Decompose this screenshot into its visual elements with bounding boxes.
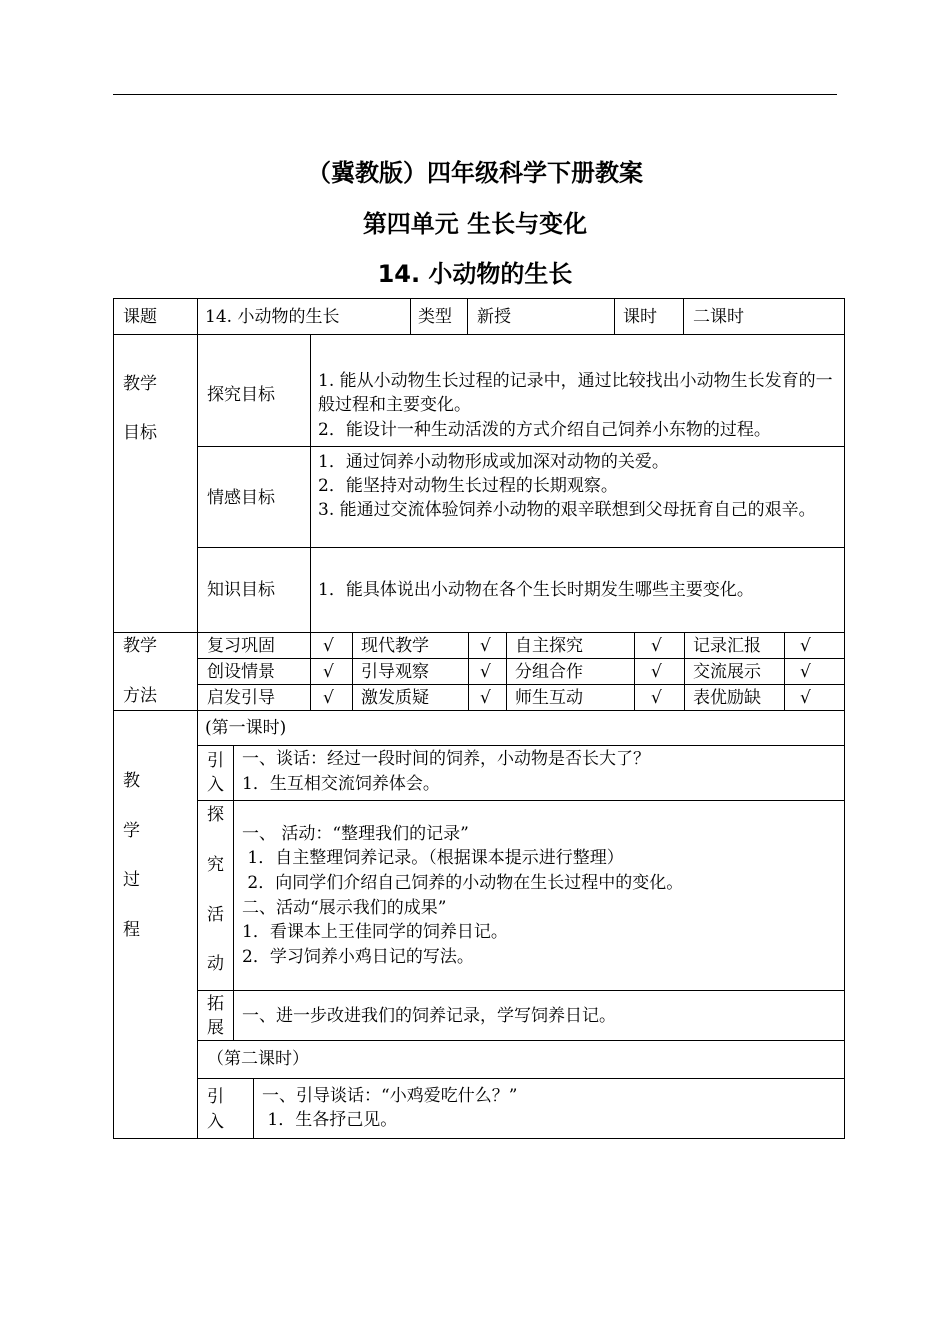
emotion-goal-3: 3. 能通过交流体验饲养小动物的艰辛联想到父母抚育自己的艰辛。	[318, 500, 816, 520]
method-item: 现代教学	[361, 636, 429, 656]
method-check: √	[480, 688, 491, 708]
explore-label-char: 动	[207, 954, 224, 974]
hours-value: 二课时	[693, 307, 744, 327]
method-check: √	[323, 662, 334, 682]
extend-label-char: 展	[207, 1018, 224, 1038]
knowledge-goal-label: 知识目标	[207, 580, 275, 600]
method-item: 交流展示	[693, 662, 761, 682]
explore-activity-line: 二、活动“展示我们的成果”	[242, 898, 447, 918]
emotion-goal-label: 情感目标	[207, 488, 275, 508]
hours-label: 课时	[623, 307, 657, 327]
extend-label-char: 拓	[207, 994, 224, 1014]
table-rule-horizontal	[197, 658, 845, 659]
table-rule-horizontal	[197, 446, 845, 447]
table-rule-vertical	[310, 334, 311, 632]
method-check: √	[800, 636, 811, 656]
method-check: √	[651, 636, 662, 656]
objectives-label-line1: 教学	[123, 374, 157, 394]
topic-label: 课题	[123, 307, 157, 327]
table-rule-horizontal	[113, 710, 845, 711]
intro2-line-2: 1．生各抒己见。	[262, 1110, 398, 1130]
explore-goal-1: 1. 能从小动物生长过程的记录中，通过比较找出小动物生长发育的一般过程和主要变化。	[318, 371, 833, 415]
knowledge-goal-1: 1．能具体说出小动物在各个生长时期发生哪些主要变化。	[318, 580, 754, 600]
table-rule-vertical	[233, 745, 234, 1040]
explore-activity-line: 1．看课本上王佳同学的饲养日记。	[242, 922, 508, 942]
explore-goal-2: 2．能设计一种生动活泼的方式介绍自己饲养小东物的过程。	[318, 420, 771, 440]
method-item: 自主探究	[515, 636, 583, 656]
table-rule-horizontal	[113, 632, 845, 633]
explore-activity-line: 一、 活动：“整理我们的记录”	[242, 824, 469, 844]
method-item: 激发质疑	[361, 688, 429, 708]
second-period-heading: （第二课时）	[207, 1049, 309, 1069]
explore-activity-line: 2．学习饲养小鸡日记的写法。	[242, 947, 474, 967]
table-rule-vertical	[253, 1078, 254, 1139]
explore-label-char: 活	[207, 905, 224, 925]
table-rule-vertical	[467, 298, 468, 334]
table-rule-horizontal	[197, 990, 845, 991]
table-rule-vertical	[197, 298, 198, 1139]
method-item: 复习巩固	[207, 636, 275, 656]
doc-title: （冀教版）四年级科学下册教案	[307, 159, 643, 187]
method-check: √	[480, 636, 491, 656]
intro-label-char: 入	[207, 775, 224, 795]
explore-goal-label: 探究目标	[207, 385, 275, 405]
table-rule-horizontal	[197, 547, 845, 548]
method-check: √	[651, 662, 662, 682]
process-label-char: 程	[123, 920, 140, 940]
intro2-label-char: 引	[207, 1087, 224, 1107]
table-rule-horizontal	[197, 1078, 845, 1079]
emotion-goal-1: 1．通过饲养小动物形成或加深对动物的关爱。	[318, 452, 669, 472]
explore-label-char: 探	[207, 805, 224, 825]
first-period-heading: (第一课时)	[205, 718, 287, 738]
method-item: 创设情景	[207, 662, 275, 682]
table-rule-vertical	[614, 298, 615, 334]
intro-label-char: 引	[207, 751, 224, 771]
table-rule-vertical	[352, 632, 353, 710]
method-item: 表优励缺	[693, 688, 761, 708]
method-check: √	[800, 688, 811, 708]
method-item: 师生互动	[515, 688, 583, 708]
intro-line-2: 1．生互相交流饲养体会。	[242, 774, 440, 794]
type-label: 类型	[418, 307, 452, 327]
table-rule-vertical	[634, 632, 635, 710]
methods-label-line2: 方法	[123, 686, 157, 706]
topic-value: 14. 小动物的生长	[205, 307, 340, 327]
objectives-label-line2: 目标	[123, 423, 157, 443]
table-rule-vertical	[683, 298, 684, 334]
unit-title: 第四单元 生长与变化	[362, 210, 588, 238]
header-rule	[113, 94, 837, 95]
method-item: 启发引导	[207, 688, 275, 708]
process-label-char: 过	[123, 870, 140, 890]
intro2-label-char: 入	[207, 1112, 224, 1132]
table-rule-vertical	[506, 632, 507, 710]
process-label-char: 学	[123, 821, 140, 841]
method-item: 记录汇报	[693, 636, 761, 656]
method-check: √	[800, 662, 811, 682]
table-rule-horizontal	[197, 800, 845, 801]
method-check: √	[323, 636, 334, 656]
type-value: 新授	[477, 307, 511, 327]
table-rule-horizontal	[113, 334, 845, 335]
process-label-char: 教	[123, 771, 140, 791]
table-rule-vertical	[310, 632, 311, 710]
table-rule-horizontal	[197, 684, 845, 685]
explore-activity-line: 1．自主整理饲养记录。（根据课本提示进行整理）	[242, 848, 624, 868]
explore-activity-line: 2．向同学们介绍自己饲养的小动物在生长过程中的变化。	[242, 873, 684, 893]
table-rule-horizontal	[197, 745, 845, 746]
table-rule-vertical	[684, 632, 685, 710]
emotion-goal-2: 2．能坚持对动物生长过程的长期观察。	[318, 476, 618, 496]
method-item: 引导观察	[361, 662, 429, 682]
method-check: √	[480, 662, 491, 682]
method-item: 分组合作	[515, 662, 583, 682]
method-check: √	[323, 688, 334, 708]
intro-line-1: 一、谈话：经过一段时间的饲养，小动物是否长大了？	[242, 749, 650, 769]
table-rule-horizontal	[197, 1040, 845, 1041]
table-rule-vertical	[784, 632, 785, 710]
lesson-title: 14. 小动物的生长	[377, 260, 573, 288]
method-check: √	[651, 688, 662, 708]
explore-label-char: 究	[207, 855, 224, 875]
extend-line-1: 一、进一步改进我们的饲养记录，学写饲养日记。	[242, 1006, 616, 1026]
table-rule-vertical	[410, 298, 411, 334]
intro2-line-1: 一、引导谈话：“小鸡爱吃什么？”	[262, 1086, 518, 1106]
table-rule-vertical	[468, 632, 469, 710]
methods-label-line1: 教学	[123, 636, 157, 656]
